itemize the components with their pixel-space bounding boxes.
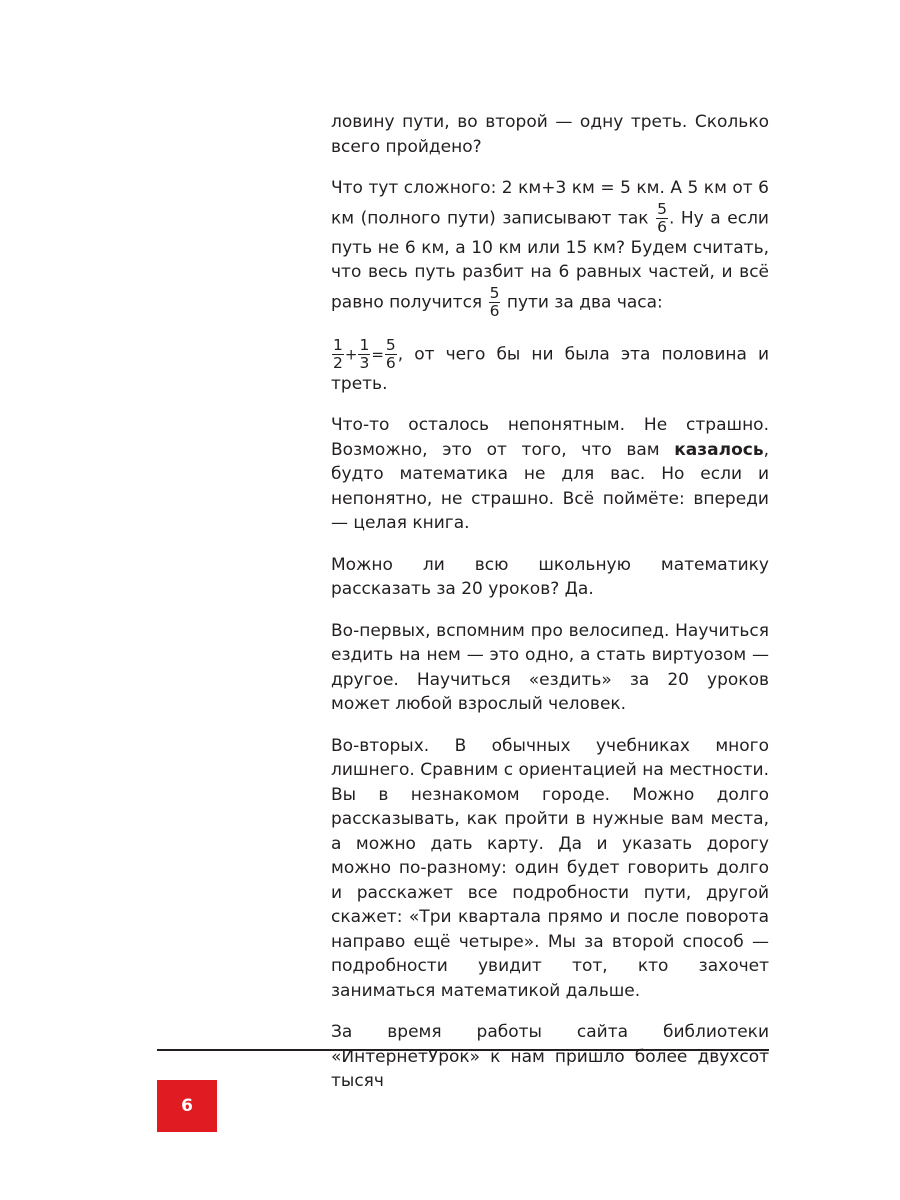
paragraph-6: Во-первых, вспомним про велосипед. Научиться ездить на нем — это одно, а стать виртуозом — другое. Научиться «ездить» за 20 уроков может любой взрослый человек.	[331, 620, 769, 714]
fraction-one-third	[358, 337, 370, 372]
fraction-one-half	[332, 337, 344, 372]
plus-sign: +	[344, 344, 358, 363]
paragraph-2-text-b: . Ну а если путь не 6 км, а 10 км или 15 км? Будем считать, что весь путь разбит на 6 равных частей, и всё равно получится	[331, 208, 769, 312]
fraction-denominator: 6	[657, 217, 667, 236]
paragraph-4	[331, 413, 769, 536]
fraction-numerator: 1	[333, 335, 343, 354]
fraction-denominator: 6	[385, 353, 396, 372]
paragraph-3-text: , от чего бы ни была эта половина и треть.	[331, 344, 769, 394]
paragraph-4-text-b: , будто математика не для вас. Но если и непонятно, не страшно. Всё поймёте: впереди — целая книга.	[331, 439, 769, 533]
paragraph-4-text-a: Что-то осталось непонятным. Не страшно. Возможно, это от того, что вам	[331, 415, 769, 460]
fraction-sum-formula	[331, 337, 398, 372]
fraction-denominator: 6	[489, 301, 500, 320]
fraction-five-sixths-result	[385, 337, 397, 372]
fraction-numerator: 5	[385, 335, 396, 354]
fraction-numerator: 5	[657, 199, 667, 218]
text-column	[331, 110, 769, 1111]
fraction-denominator: 3	[359, 353, 370, 372]
footer-divider	[157, 1049, 769, 1051]
page-number-badge	[157, 1080, 217, 1132]
page-number: 6	[181, 1096, 193, 1116]
fraction-five-sixths	[656, 201, 668, 236]
fraction-five-sixths-2	[489, 285, 501, 320]
paragraph-2-text-c: пути за два часа:	[501, 292, 663, 312]
paragraph-5: Можно ли всю школьную математику рассказать за 20 уроков? Да.	[331, 554, 769, 599]
paragraph-2-text-a: Что тут сложного: 2 км+3 км = 5 км. А 5 км от 6 км (полного пути) записывают так	[331, 178, 769, 228]
paragraph-3-formula	[331, 337, 769, 397]
fraction-numerator: 1	[359, 335, 370, 354]
fraction-denominator: 2	[333, 353, 343, 372]
paragraph-1: ловину пути, во второй — одну треть. Сколько всего пройдено?	[331, 112, 769, 157]
paragraph-8: За время работы сайта библиотеки «ИнтернетУрок» к нам пришло более двухсот тысяч	[331, 1022, 769, 1091]
paragraph-7: Во-вторых. В обычных учебниках много лишнего. Сравним с ориентацией на местности. Вы в незнакомом городе. Можно долго рассказывать, как пройти в нужные вам места, а можно дать карту. Да и указать дорогу можно по-разному: один будет говорить долго и расскажет все подробности пути, другой скажет: «Три квартала прямо и после поворота направо ещё четыре». Мы за второй способ — подробности увидит тот, кто захочет заниматься математикой дальше.	[331, 735, 769, 1001]
fraction-numerator: 5	[489, 283, 500, 302]
equals-sign: =	[371, 344, 384, 363]
bold-word: казалось	[674, 439, 764, 460]
paragraph-2	[331, 176, 769, 320]
